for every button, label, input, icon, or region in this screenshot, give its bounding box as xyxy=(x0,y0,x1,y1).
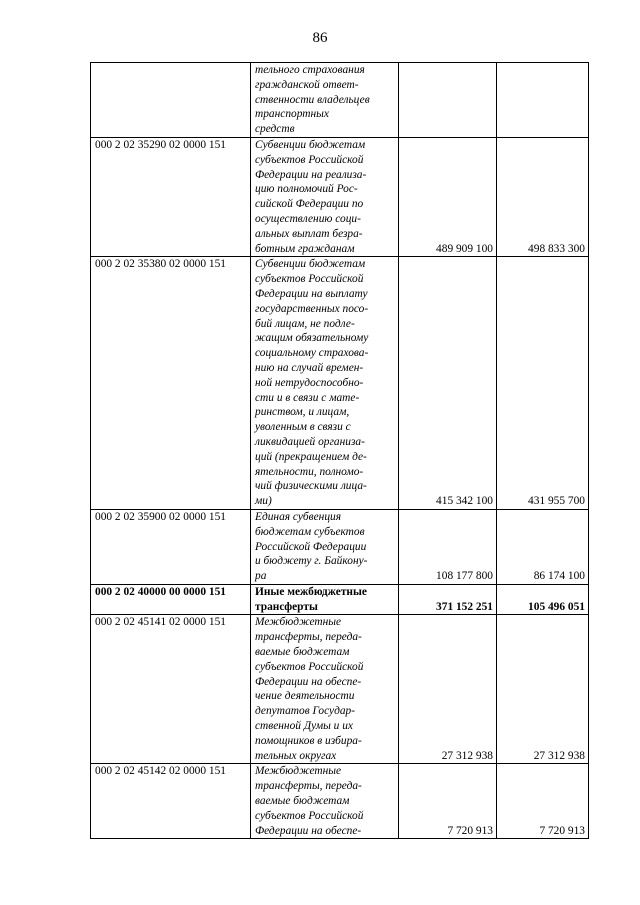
description-line: чение деятельности xyxy=(255,690,355,703)
budget-code-cell: 000 2 02 40000 00 0000 151 xyxy=(91,584,251,615)
description-line: трансферты, переда- xyxy=(255,631,362,644)
amount-year-1-cell: 371 152 251 xyxy=(399,584,497,615)
amount-year-1-cell: 415 342 100 xyxy=(399,257,497,510)
amount-year-2-cell: 27 312 938 xyxy=(497,615,589,764)
description-line: Субвенции бюджетам xyxy=(255,138,366,151)
amount-year-2-cell: 105 496 051 xyxy=(497,584,589,615)
amount-year-2-cell: 431 955 700 xyxy=(497,257,589,510)
table-row xyxy=(91,137,589,256)
description-line: государственных посо- xyxy=(255,302,369,315)
description-line: ра xyxy=(255,570,267,583)
budget-code-cell: 000 2 02 45142 02 0000 151 xyxy=(91,764,251,839)
description-line: транспортных xyxy=(255,108,329,121)
description-line: Федерации на реализа- xyxy=(255,168,367,181)
description-line: ваемые бюджетам xyxy=(255,646,350,659)
table-row xyxy=(91,615,589,764)
description-cell xyxy=(251,257,399,510)
description-line: депутатов Государ- xyxy=(255,705,356,718)
page-number: 86 xyxy=(312,30,328,46)
description-line: альных выплат безра- xyxy=(255,227,363,240)
amount-year-1-cell: 489 909 100 xyxy=(399,137,497,256)
description-line: ботным гражданам xyxy=(255,242,355,255)
description-line: сийской Федерации по xyxy=(255,198,364,211)
description-line: бюджетам субъектов xyxy=(255,525,365,538)
description-line: ной нетрудоспособно- xyxy=(255,376,364,389)
table-row xyxy=(91,63,589,138)
description-line: Российской Федерации xyxy=(255,540,367,553)
description-line: Субвенции бюджетам xyxy=(255,258,366,271)
description-line: цию полномочий Рос- xyxy=(255,183,358,196)
description-line: средств xyxy=(255,123,295,136)
table-row xyxy=(91,584,589,615)
description-line: субъектов Российской xyxy=(255,809,364,822)
description-line: субъектов Российской xyxy=(255,660,364,673)
description-line: субъектов Российской xyxy=(255,273,364,286)
budget-code-cell xyxy=(91,63,251,138)
description-line: Межбюджетные xyxy=(255,616,342,629)
description-line: ций (прекращением де- xyxy=(255,450,367,463)
amount-year-2-cell: 86 174 100 xyxy=(497,509,589,584)
amount-year-1-cell: 7 720 913 xyxy=(399,764,497,839)
description-line: сти и в связи с мате- xyxy=(255,391,360,404)
description-line: ликвидацией организа- xyxy=(255,435,365,448)
description-line: жащим обязательному xyxy=(255,332,369,345)
description-line: ми) xyxy=(255,495,272,508)
description-line: чий физическими лица- xyxy=(255,480,367,493)
table-row xyxy=(91,257,589,510)
description-line: тельных округах xyxy=(255,749,337,762)
amount-year-1-cell xyxy=(399,63,497,138)
description-cell xyxy=(251,584,399,615)
description-line: субъектов Российской xyxy=(255,153,364,166)
description-line: Иные межбюджетные xyxy=(255,585,367,598)
budget-code-cell: 000 2 02 35380 02 0000 151 xyxy=(91,257,251,510)
amount-year-2-cell xyxy=(497,63,589,138)
description-line: гражданской ответ- xyxy=(255,78,359,91)
description-line: трансферты, переда- xyxy=(255,780,362,793)
amount-year-1-cell: 27 312 938 xyxy=(399,615,497,764)
description-line: трансферты xyxy=(255,600,318,613)
budget-code-cell: 000 2 02 45141 02 0000 151 xyxy=(91,615,251,764)
description-line: ринством, и лицам, xyxy=(255,406,350,419)
description-cell xyxy=(251,63,399,138)
amount-year-2-cell: 7 720 913 xyxy=(497,764,589,839)
description-cell xyxy=(251,137,399,256)
table-row xyxy=(91,764,589,839)
amount-year-1-cell: 108 177 800 xyxy=(399,509,497,584)
amount-year-2-cell: 498 833 300 xyxy=(497,137,589,256)
description-line: ятельности, полномо- xyxy=(255,465,364,478)
table-row xyxy=(91,509,589,584)
budget-code-cell: 000 2 02 35900 02 0000 151 xyxy=(91,509,251,584)
description-line: помощников в избира- xyxy=(255,734,362,747)
description-line: Межбюджетные xyxy=(255,765,342,778)
description-line: и бюджету г. Байкону- xyxy=(255,555,368,568)
description-cell xyxy=(251,509,399,584)
budget-code-cell: 000 2 02 35290 02 0000 151 xyxy=(91,137,251,256)
description-line: уволенным в связи с xyxy=(255,421,351,434)
description-line: Федерации на обеспе- xyxy=(255,824,362,837)
description-line: ственной Думы и их xyxy=(255,720,353,733)
description-line: тельного страхования xyxy=(255,64,365,76)
description-cell xyxy=(251,615,399,764)
description-line: социальному страхова- xyxy=(255,347,369,360)
description-line: бий лицам, не подле- xyxy=(255,317,355,330)
description-line: осуществлению соци- xyxy=(255,212,361,225)
description-line: ственности владельцев xyxy=(255,93,370,106)
description-line: Федерации на выплату xyxy=(255,287,368,300)
description-line: нию на случай времен- xyxy=(255,361,364,374)
description-line: Федерации на обеспе- xyxy=(255,675,362,688)
description-line: ваемые бюджетам xyxy=(255,795,350,808)
budget-table xyxy=(90,62,589,839)
description-line: Единая субвенция xyxy=(255,510,342,523)
description-cell xyxy=(251,764,399,839)
